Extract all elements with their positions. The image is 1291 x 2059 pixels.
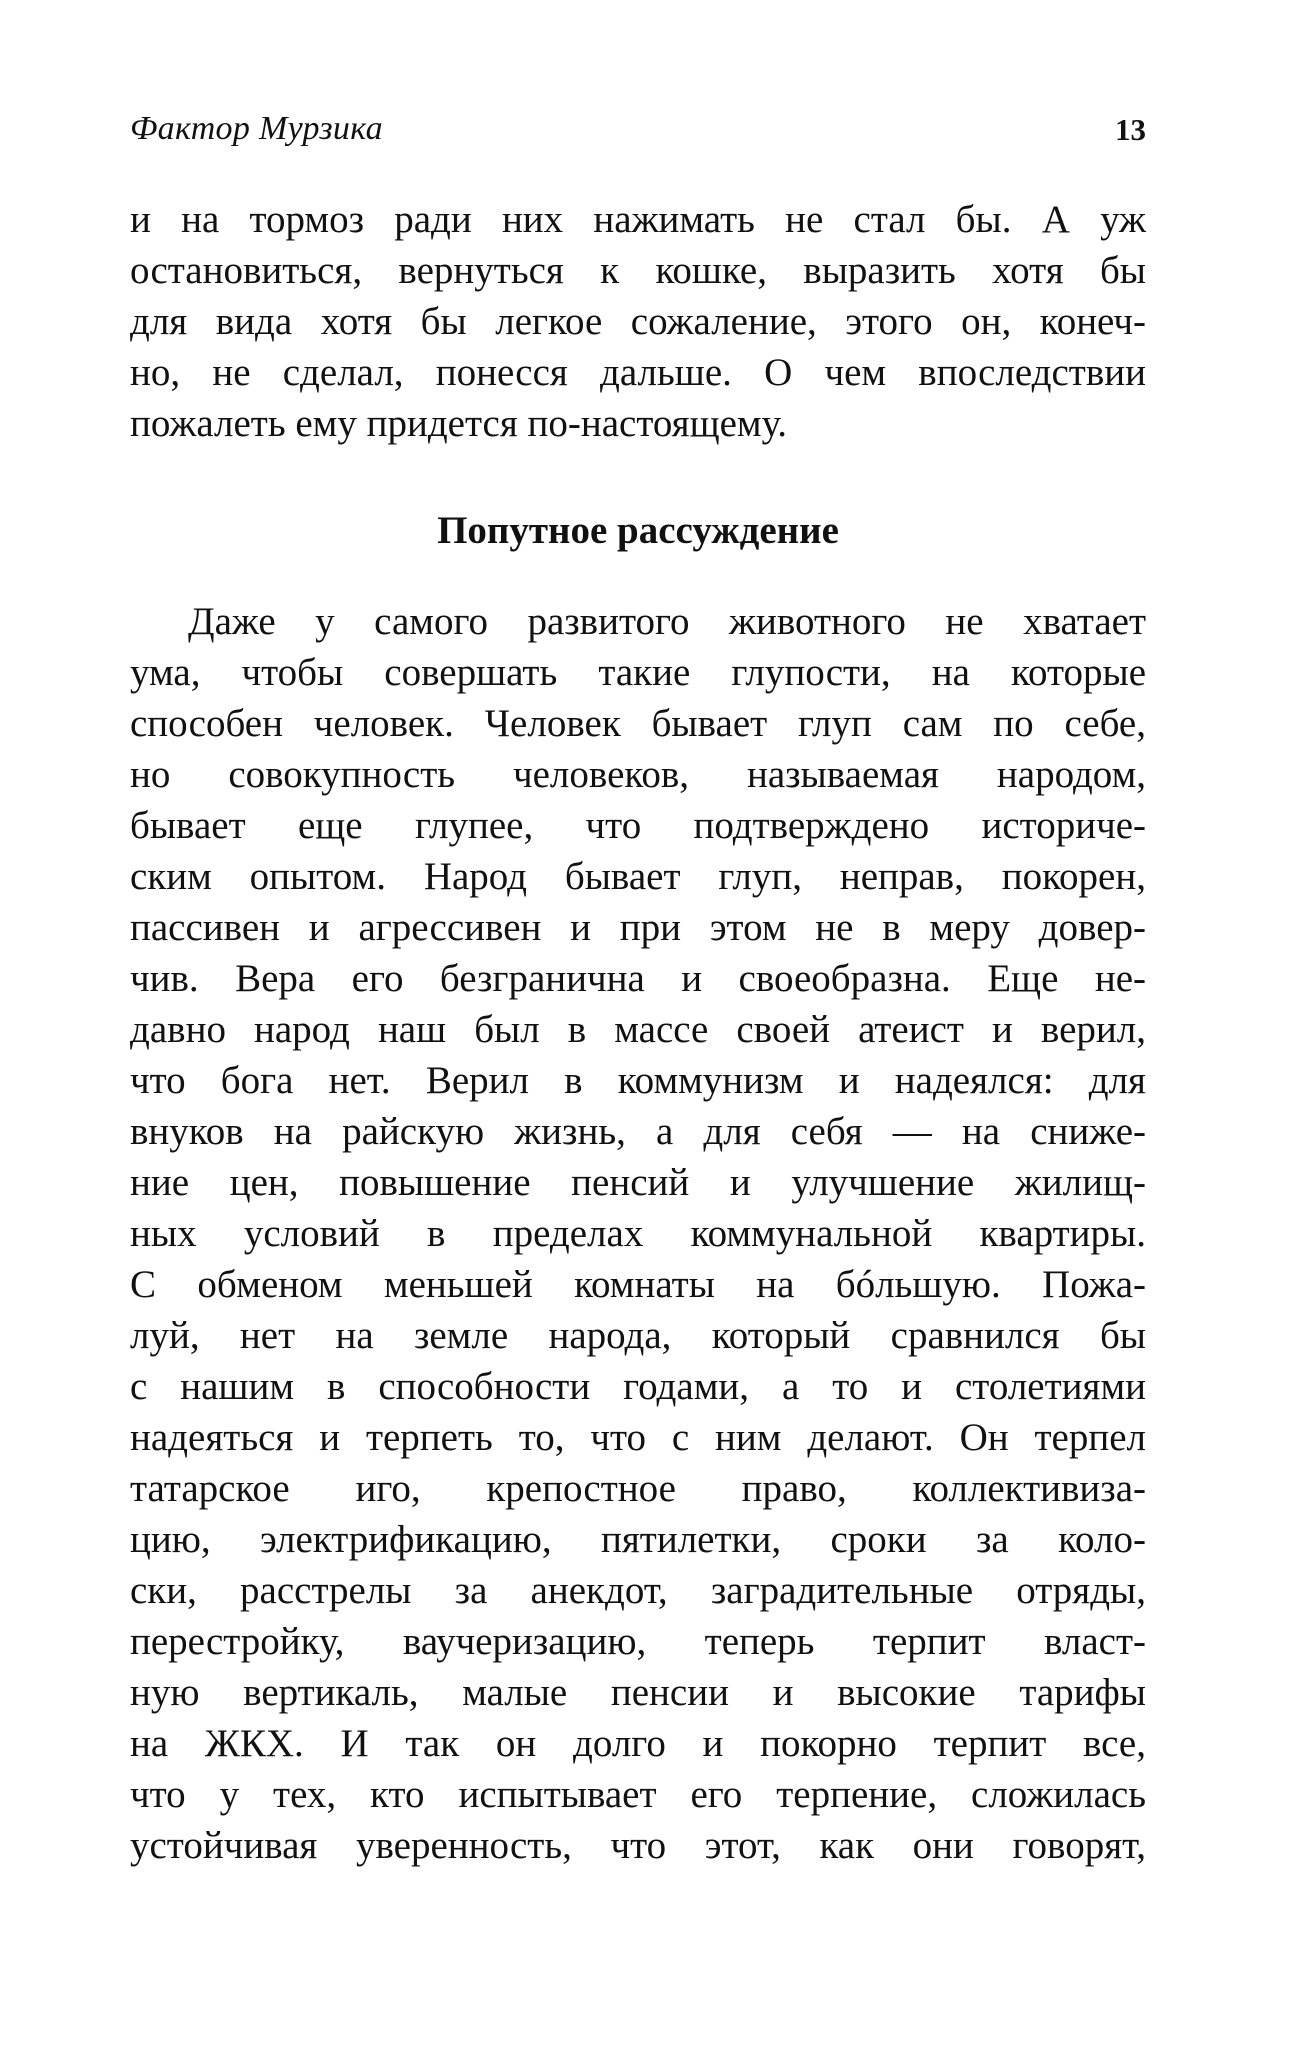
text-line: татарское иго, крепостное право, коллективиза- (130, 1467, 1146, 1510)
running-title: Фактор Мурзика (130, 110, 383, 147)
paragraph-body (130, 596, 1146, 1871)
text-line: остановиться, вернуться к кошке, выразить хотя бы (130, 249, 1146, 292)
text-line: ние цен, повышение пенсий и улучшение жилищ- (130, 1161, 1146, 1204)
text-line: ским опытом. Народ бывает глуп, неправ, покорен, (130, 855, 1146, 898)
text-line: Даже у самого развитого животного не хватает (188, 600, 1146, 643)
text-line: пассивен и агрессивен и при этом не в меру довер- (130, 906, 1146, 949)
text-line: чив. Вера его безгранична и своеобразна. Еще не- (130, 957, 1146, 1000)
text-line: С обменом меньшей комнаты на бóльшую. Пожа- (130, 1263, 1146, 1306)
text-line: для вида хотя бы легкое сожаление, этого он, конеч- (130, 300, 1146, 343)
running-header (130, 100, 1146, 160)
text-line: с нашим в способности годами, а то и столетиями (130, 1365, 1146, 1408)
text-line: что у тех, кто испытывает его терпение, сложилась (130, 1773, 1146, 1816)
text-line: ума, чтобы совершать такие глупости, на которые (130, 651, 1146, 694)
paragraph-continued (130, 194, 1146, 449)
text-line: ски, расстрелы за анекдот, заградительные отряды, (130, 1569, 1146, 1612)
text-line: цию, электрификацию, пятилетки, сроки за коло- (130, 1518, 1146, 1561)
text-line: на ЖКХ. И так он долго и покорно терпит все, (130, 1722, 1146, 1765)
text-line: но, не сделал, понесся дальше. О чем впоследствии (130, 351, 1146, 394)
section-heading: Попутное рассуждение (437, 509, 839, 552)
text-line: что бога нет. Верил в коммунизм и надеялся: для (130, 1059, 1146, 1102)
text-line: надеяться и терпеть то, что с ним делают. Он терпел (130, 1416, 1146, 1459)
text-line: пожалеть ему придется по-настоящему. (130, 402, 787, 445)
book-page (130, 100, 1146, 1871)
text-line: но совокупность человеков, называемая народом, (130, 753, 1146, 796)
text-line: устойчивая уверенность, что этот, как они говорят, (130, 1824, 1146, 1867)
text-line: и на тормоз ради них нажимать не стал бы. А уж (130, 198, 1146, 241)
text-line: луй, нет на земле народа, который сравнился бы (130, 1314, 1146, 1357)
text-line: давно народ наш был в массе своей атеист и верил, (130, 1008, 1146, 1051)
text-line: ную вертикаль, малые пенсии и высокие тарифы (130, 1671, 1146, 1714)
text-line: внуков на райскую жизнь, а для себя — на сниже- (130, 1110, 1146, 1153)
text-line: перестройку, ваучеризацию, теперь терпит власт- (130, 1620, 1146, 1663)
text-line: способен человек. Человек бывает глуп сам по себе, (130, 702, 1146, 745)
page-number: 13 (1115, 112, 1146, 147)
text-line: ных условий в пределах коммунальной квартиры. (130, 1212, 1146, 1255)
text-line: бывает еще глупее, что подтверждено историче- (130, 804, 1146, 847)
